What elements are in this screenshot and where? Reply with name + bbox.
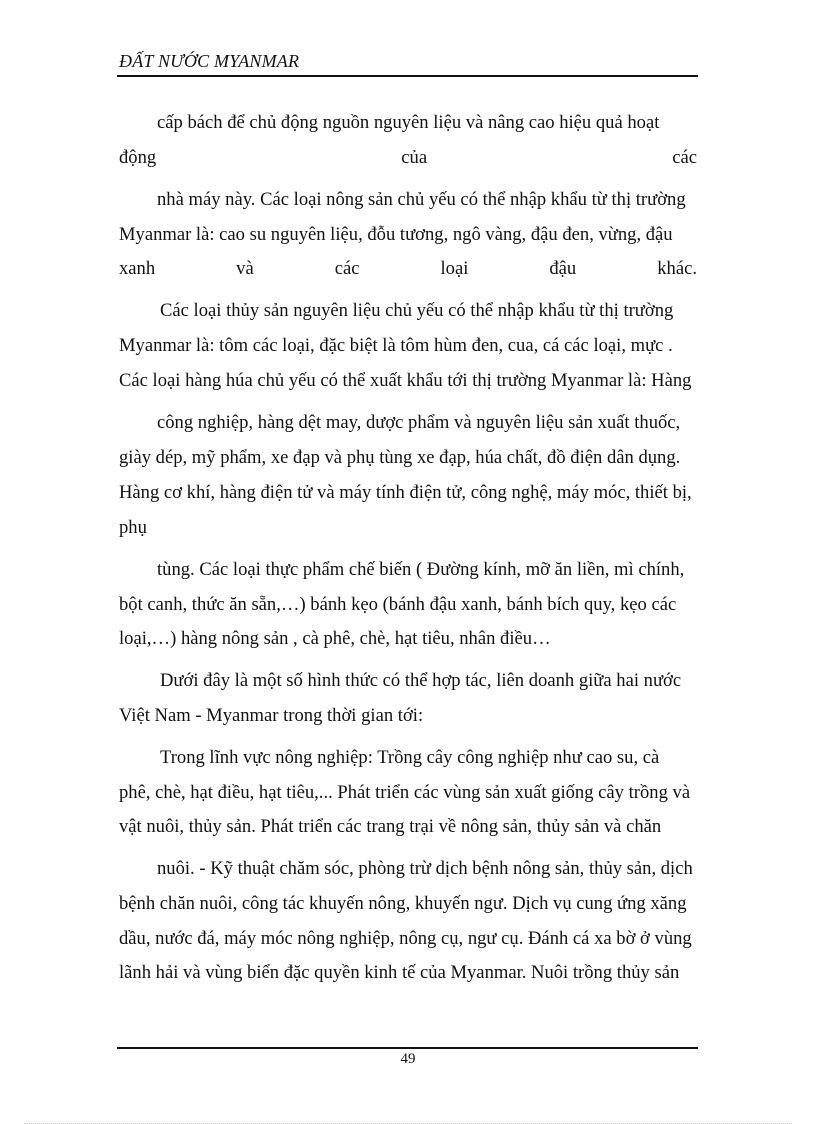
text-line: lãnh hải và vùng biển đặc quyền kinh tế của Myanmar. Nuôi trồng thủy sản xyxy=(119,962,680,983)
text-line: Hàng cơ khí, hàng điện tử và máy tính điện tử, công nghệ, máy móc, thiết bị, xyxy=(119,482,692,503)
word: các xyxy=(334,258,360,279)
text-line: vật nuôi, thủy sản. Phát triển các trang trại về nông sản, thủy sản và chăn xyxy=(119,816,662,837)
footer-rule xyxy=(117,1047,698,1049)
text-line: Myanmar là: tôm các loại, đặc biệt là tôm hùm đen, cua, cá các loại, mực . xyxy=(119,335,673,356)
text-line: công nghiệp, hàng dệt may, dược phẩm và nguyên liệu sản xuất thuốc, xyxy=(157,412,681,433)
text-line: tùng. Các loại thực phẩm chế biến ( Đường kính, mỡ ăn liền, mì chính, xyxy=(157,559,685,580)
word: đậu xyxy=(549,258,577,279)
word: xanh xyxy=(119,258,156,279)
text-line: phê, chè, hạt điều, hạt tiêu,... Phát triển các vùng sản xuất giống cây trồng và xyxy=(119,782,691,803)
word: các xyxy=(672,147,697,168)
text-line: Dưới đây là một số hình thức có thể hợp tác, liên doanh giữa hai nước xyxy=(160,670,682,691)
text-line: Trong lĩnh vực nông nghiệp: Trồng cây công nghiệp như cao su, cà xyxy=(160,747,660,768)
text-line: bột canh, thức ăn sẵn,…) bánh kẹo (bánh đậu xanh, bánh bích quy, kẹo các xyxy=(119,594,677,615)
word: động xyxy=(119,147,157,168)
header-rule xyxy=(117,75,698,77)
text-line: cấp bách để chủ động nguồn nguyên liệu và nâng cao hiệu quả hoạt xyxy=(157,112,660,133)
running-header-title: ĐẤT NƯỚC MYANMAR xyxy=(119,51,300,71)
text-line: Các loại thủy sản nguyên liệu chủ yếu có thể nhập khẩu từ thị trường xyxy=(160,300,674,321)
text-line: Myanmar là: cao su nguyên liệu, đỗu tương, ngô vàng, đậu đen, vừng, đậu xyxy=(119,224,673,245)
page-number: 49 xyxy=(400,1051,416,1067)
text-line: phụ xyxy=(119,517,147,538)
word: khác. xyxy=(657,258,697,279)
word: của xyxy=(401,147,428,168)
text-line: bệnh chăn nuôi, công tác khuyến nông, khuyến ngư. Dịch vụ cung ứng xăng xyxy=(119,893,687,914)
text-line: dầu, nước đá, máy móc nông nghiệp, nông cụ, ngư cụ. Đánh cá xa bờ ở vùng xyxy=(119,928,692,949)
text-line: Việt Nam - Myanmar trong thời gian tới: xyxy=(119,705,424,726)
text-line: loại,…) hàng nông sản , cà phê, chè, hạt tiêu, nhân điều… xyxy=(119,628,551,649)
text-line-justified xyxy=(119,146,697,170)
text-line: Các loại hàng húa chủ yếu có thể xuất khẩu tới thị trường Myanmar là: Hàng xyxy=(119,370,692,391)
text-line: nuôi. - Kỹ thuật chăm sóc, phòng trừ dịch bệnh nông sản, thủy sản, dịch xyxy=(157,858,693,879)
word: và xyxy=(236,258,254,279)
text-line: nhà máy này. Các loại nông sản chủ yếu có thể nhập khẩu từ thị trường xyxy=(157,189,686,210)
word: loại xyxy=(440,258,469,279)
text-line: giày dép, mỹ phẩm, xe đạp và phụ tùng xe đạp, húa chất, đồ điện dân dụng. xyxy=(119,447,681,468)
text-line-justified xyxy=(119,257,697,281)
